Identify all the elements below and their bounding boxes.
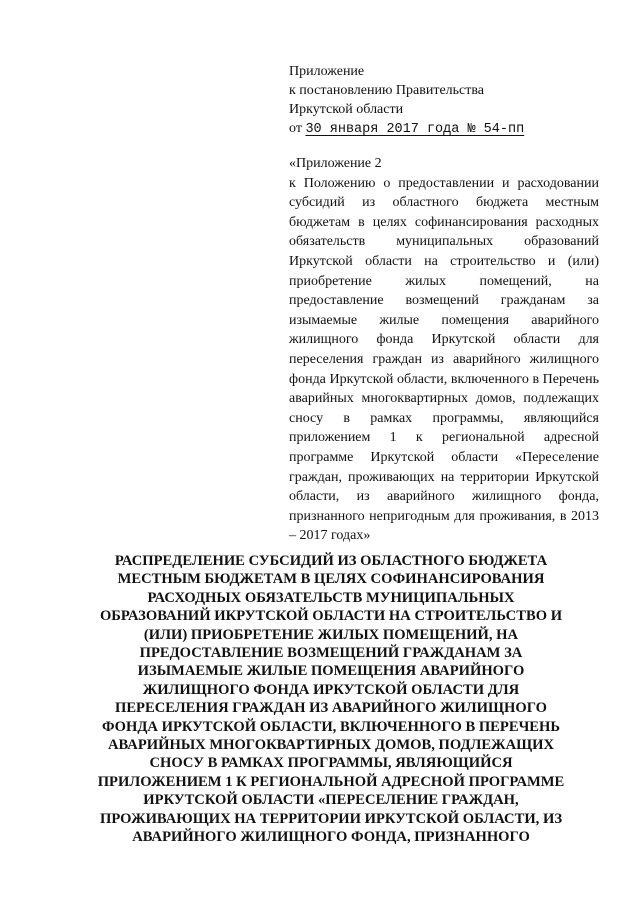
title-line: ПЕРЕСЕЛЕНИЯ ГРАЖДАН ИЗ АВАРИЙНОГО ЖИЛИЩНОГО <box>114 700 548 717</box>
resolution-date <box>289 119 609 139</box>
title-line: ПРЕДОСТАВЛЕНИЕ ВОЗМЕЩЕНИЙ ГРАЖДАНАМ ЗА <box>139 645 523 662</box>
approval-header <box>289 62 609 139</box>
title-line: (ИЛИ) ПРИОБРЕТЕНИЕ ЖИЛЫХ ПОМЕЩЕНИЙ, НА <box>143 626 519 643</box>
title-line: ПРИЛОЖЕНИЕМ 1 К РЕГИОНАЛЬНОЙ АДРЕСНОЙ ПРОГРАММЕ <box>97 773 565 790</box>
header-region-label: Иркутской области <box>289 102 404 117</box>
appendix-text: к Положению о предоставлении и расходовании субсидий из областного бюджета местным бюджетам в целях софинансирования расходных обязательств муниципальных образований Иркутской области на строительство и (или) приобретение жилых помещений, на предоставление возмещений гражданам за изымаемые жилые помещения аварийного жилищного фонда Иркутской области для переселения граждан из аварийного жилищного фонда Иркутской области, включенного в Перечень аварийных многоквартирных домов, подлежащих сносу в рамках программы, являющийся приложением 1 к региональной адресной программе Иркутской области «Переселение граждан, проживающих на территории Иркутской области, из аварийного жилищного фонда, признанного непригодным для проживания, в 2013 – 2017 годах» <box>289 175 599 544</box>
appendix-title: «Приложение 2 <box>289 156 382 171</box>
title-line: ИРКУТСКОЙ ОБЛАСТИ «ПЕРЕСЕЛЕНИЕ ГРАЖДАН, <box>143 792 519 809</box>
title-line: АВАРИЙНЫХ МНОГОКВАРТИРНЫХ ДОМОВ, ПОДЛЕЖАЩИХ <box>107 737 555 754</box>
title-line: РАСПРЕДЕЛЕНИЕ СУБСИДИЙ ИЗ ОБЛАСТНОГО БЮДЖЕТА <box>114 553 548 569</box>
title-line: АВАРИЙНОГО ЖИЛИЩНОГО ФОНДА, ПРИЗНАННОГО <box>132 829 530 846</box>
date-value: 30 января 2017 года № 54-пп <box>305 122 525 137</box>
header-appendix-label: Приложение <box>289 64 365 79</box>
title-line: ИЗЫМАЕМЫЕ ЖИЛЫЕ ПОМЕЩЕНИЯ АВАРИЙНОГО <box>137 663 525 680</box>
appendix-reference <box>289 154 599 546</box>
title-line: РАСХОДНЫХ ОБЯЗАТЕЛЬСТВ МУНИЦИПАЛЬНЫХ <box>147 589 515 606</box>
title-line: ЖИЛИЩНОГО ФОНДА ИРКУТСКОЙ ОБЛАСТИ ДЛЯ <box>142 681 520 698</box>
date-prefix: от <box>289 121 306 136</box>
document-title <box>96 552 566 847</box>
title-line: ОБРАЗОВАНИЙ ИКРУТСКОЙ ОБЛАСТИ НА СТРОИТЕЛЬСТВО И <box>99 608 563 625</box>
title-line: СНОСУ В РАМКАХ ПРОГРАММЫ, ЯВЛЯЮЩИЙСЯ <box>149 755 513 772</box>
header-resolution-label: к постановлению Правительства <box>289 83 485 98</box>
title-line: ФОНДА ИРКУТСКОЙ ОБЛАСТИ, ВКЛЮЧЕННОГО В ПЕРЕЧЕНЬ <box>101 718 561 735</box>
title-line: МЕСТНЫМ БЮДЖЕТАМ В ЦЕЛЯХ СОФИНАНСИРОВАНИЯ <box>117 571 545 588</box>
title-line: ПРОЖИВАЮЩИХ НА ТЕРРИТОРИИ ИРКУТСКОЙ ОБЛАСТИ, ИЗ <box>99 810 563 827</box>
